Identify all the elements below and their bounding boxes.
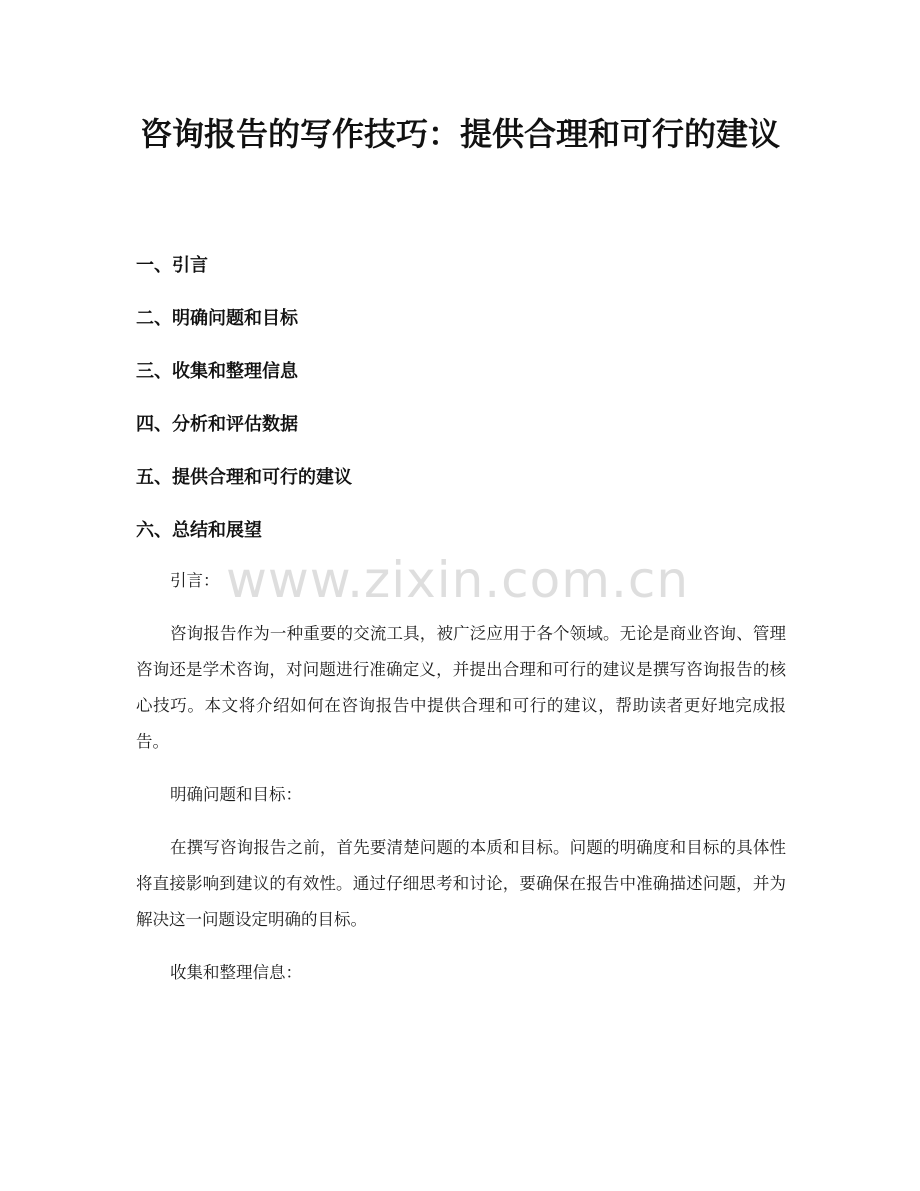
document-title: 咨询报告的写作技巧：提供合理和可行的建议 xyxy=(140,115,781,153)
section-heading-introduction: 引言： xyxy=(170,571,220,590)
section-heading-problem-goals: 明确问题和目标： xyxy=(170,785,302,804)
section-heading-collect-info: 收集和整理信息： xyxy=(170,963,302,982)
paragraph-introduction: 咨询报告作为一种重要的交流工具，被广泛应用于各个领域。无论是商业咨询、管理咨询还是学术咨询，对问题进行准确定义，并提出合理和可行的建议是撰写咨询报告的核心技巧。本文将介绍如何在咨询报告中提供合理和可行的建议，帮助读者更好地完成报告。 xyxy=(136,624,786,751)
table-of-contents xyxy=(136,252,352,570)
toc-item-recommendations: 五、提供合理和可行的建议 xyxy=(136,467,352,488)
toc-item-introduction: 一、引言 xyxy=(136,255,208,276)
toc-item-collect-info: 三、收集和整理信息 xyxy=(136,361,298,382)
toc-item-summary: 六、总结和展望 xyxy=(136,520,262,541)
document-body xyxy=(136,563,786,1008)
toc-item-problem-goals: 二、明确问题和目标 xyxy=(136,308,298,329)
paragraph-problem-goals: 在撰写咨询报告之前，首先要清楚问题的本质和目标。问题的明确度和目标的具体性将直接影响到建议的有效性。通过仔细思考和讨论，要确保在报告中准确描述问题，并为解决这一问题设定明确的目标。 xyxy=(136,838,786,929)
toc-item-analyze-data: 四、分析和评估数据 xyxy=(136,414,298,435)
watermark: www.zixin.com.cn xyxy=(226,551,690,609)
